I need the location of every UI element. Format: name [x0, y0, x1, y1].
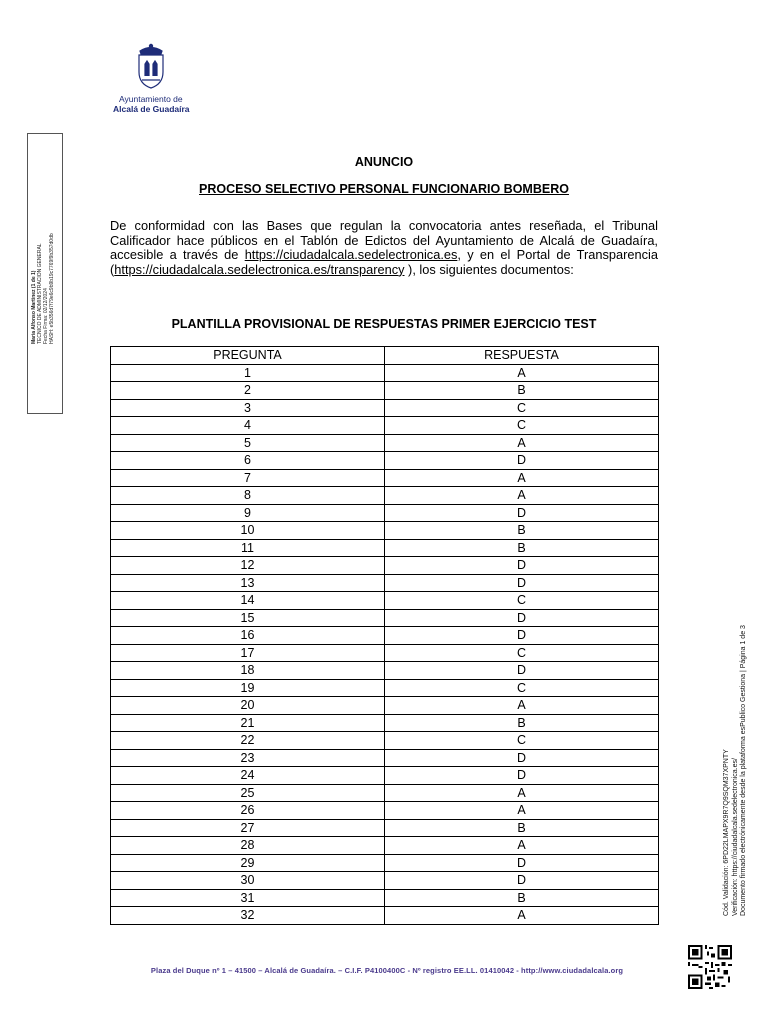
table-row — [111, 907, 659, 925]
table-row — [111, 609, 659, 627]
transparency-link[interactable]: https://ciudadalcala.sedelectronica.es/transparency — [114, 261, 405, 277]
table-row — [111, 592, 659, 610]
question-number-cell: 8 — [111, 487, 385, 505]
table-row — [111, 364, 659, 382]
answer-cell: A — [385, 802, 659, 820]
signed-notice: Documento firmado electrónicamente desde la plataforma esPublico Gestiona | Página 1 de 3 — [740, 625, 747, 916]
answer-cell: D — [385, 609, 659, 627]
paragraph-text-3: ), los siguientes documentos: — [404, 261, 574, 277]
answer-cell: A — [385, 837, 659, 855]
table-row — [111, 802, 659, 820]
answer-cell: D — [385, 452, 659, 470]
table-row — [111, 399, 659, 417]
question-number-cell: 17 — [111, 644, 385, 662]
signature-date: Fecha Firma: 02/12/2024 — [43, 288, 49, 344]
table-row — [111, 557, 659, 575]
answer-cell: D — [385, 872, 659, 890]
question-number-cell: 22 — [111, 732, 385, 750]
question-number-cell: 19 — [111, 679, 385, 697]
question-number-cell: 3 — [111, 399, 385, 417]
table-row — [111, 854, 659, 872]
answer-cell: B — [385, 714, 659, 732]
question-number-cell: 10 — [111, 522, 385, 540]
question-number-cell: 29 — [111, 854, 385, 872]
table-row — [111, 837, 659, 855]
answer-cell: C — [385, 732, 659, 750]
table-row — [111, 767, 659, 785]
question-number-cell: 1 — [111, 364, 385, 382]
answers-table-body — [111, 364, 659, 924]
answer-cell: A — [385, 364, 659, 382]
sede-link[interactable]: https://ciudadalcala.sedelectronica.es — [244, 247, 458, 263]
footer-address: Plaza del Duque nº 1 – 41500 – Alcalá de Guadaíra. – C.I.F. P4100400C - Nº registro EE.LL. 01410042 - http://www.ciudadalcala.org — [150, 966, 624, 975]
answer-cell: B — [385, 819, 659, 837]
table-row — [111, 872, 659, 890]
question-number-cell: 12 — [111, 557, 385, 575]
question-number-cell: 4 — [111, 417, 385, 435]
document-title: ANUNCIO — [354, 155, 414, 169]
question-number-cell: 32 — [111, 907, 385, 925]
question-number-cell: 30 — [111, 872, 385, 890]
table-row — [111, 749, 659, 767]
answer-cell: A — [385, 434, 659, 452]
table-row — [111, 819, 659, 837]
table-row — [111, 487, 659, 505]
signature-text — [31, 233, 55, 344]
table-title: PLANTILLA PROVISIONAL DE RESPUESTAS PRIMER EJERCICIO TEST — [171, 317, 597, 331]
question-number-cell: 31 — [111, 889, 385, 907]
table-header-row — [111, 347, 659, 365]
answer-cell: B — [385, 539, 659, 557]
answer-cell: B — [385, 522, 659, 540]
question-number-cell: 21 — [111, 714, 385, 732]
intro-paragraph — [110, 219, 658, 277]
table-row — [111, 452, 659, 470]
answer-cell: A — [385, 907, 659, 925]
question-number-cell: 28 — [111, 837, 385, 855]
question-number-cell: 9 — [111, 504, 385, 522]
validation-code: Cód. Validación: 6PD22LMAPX9R7Q9SQM37XPNTY — [723, 749, 730, 916]
answer-cell: A — [385, 697, 659, 715]
question-number-cell: 14 — [111, 592, 385, 610]
table-row — [111, 662, 659, 680]
table-row — [111, 732, 659, 750]
answer-cell: A — [385, 784, 659, 802]
logo-text-alcala: Alcalá de Guadaíra — [113, 104, 190, 114]
question-number-cell: 18 — [111, 662, 385, 680]
answer-cell: C — [385, 592, 659, 610]
qr-code-icon — [688, 945, 732, 989]
table-row — [111, 679, 659, 697]
coat-of-arms-icon — [134, 42, 168, 90]
verification-url: Verificación: https://ciudadalcala.sedelectronica.es/ — [731, 758, 739, 916]
question-number-cell: 2 — [111, 382, 385, 400]
paragraph-text-1: De conformidad con las Bases que regulan la convocatoria antes reseñada, el Tribunal Calificador hace públicos en el Tablón de Edictos del Ayuntamiento de Alcalá de Guadaíra, accesible a través de — [110, 218, 658, 263]
table-row — [111, 382, 659, 400]
table-row — [111, 434, 659, 452]
answer-cell: D — [385, 557, 659, 575]
question-number-cell: 7 — [111, 469, 385, 487]
question-number-cell: 15 — [111, 609, 385, 627]
question-number-cell: 23 — [111, 749, 385, 767]
answer-cell: D — [385, 574, 659, 592]
answer-cell: C — [385, 644, 659, 662]
table-row — [111, 469, 659, 487]
signature-hash: HASH: e5b356d7f79e6c9b9b19c7769f9b357d0db — [49, 233, 55, 344]
question-number-cell: 25 — [111, 784, 385, 802]
answers-table — [110, 346, 659, 925]
answer-cell: C — [385, 417, 659, 435]
answer-cell: D — [385, 854, 659, 872]
signer-role: TECNICO DE ADMINISTRACION GENERAL — [37, 243, 43, 344]
table-row — [111, 644, 659, 662]
answer-cell: D — [385, 767, 659, 785]
answer-cell: D — [385, 504, 659, 522]
header-pregunta: PREGUNTA — [111, 347, 385, 365]
answer-cell: D — [385, 749, 659, 767]
table-row — [111, 504, 659, 522]
table-row — [111, 714, 659, 732]
question-number-cell: 6 — [111, 452, 385, 470]
answer-cell: A — [385, 469, 659, 487]
answer-cell: A — [385, 487, 659, 505]
table-row — [111, 417, 659, 435]
municipal-logo — [110, 42, 192, 114]
table-row — [111, 784, 659, 802]
question-number-cell: 5 — [111, 434, 385, 452]
table-row — [111, 697, 659, 715]
answer-cell: C — [385, 399, 659, 417]
answer-cell: B — [385, 889, 659, 907]
answer-cell: C — [385, 679, 659, 697]
verification-text — [723, 625, 749, 916]
paragraph-text-2: , y en el Portal de Transparencia ( — [110, 247, 658, 277]
question-number-cell: 16 — [111, 627, 385, 645]
logo-text-ayuntamiento: Ayuntamiento de — [119, 94, 183, 104]
answer-cell: D — [385, 662, 659, 680]
table-row — [111, 627, 659, 645]
table-row — [111, 539, 659, 557]
signer-name: Maria Alfonso Martinez (1 de 1) — [31, 270, 37, 344]
answer-cell: B — [385, 382, 659, 400]
question-number-cell: 24 — [111, 767, 385, 785]
header-respuesta: RESPUESTA — [385, 347, 659, 365]
question-number-cell: 27 — [111, 819, 385, 837]
table-row — [111, 522, 659, 540]
table-row — [111, 574, 659, 592]
question-number-cell: 13 — [111, 574, 385, 592]
table-row — [111, 889, 659, 907]
question-number-cell: 11 — [111, 539, 385, 557]
document-subtitle: PROCESO SELECTIVO PERSONAL FUNCIONARIO BOMBERO — [199, 182, 569, 196]
question-number-cell: 26 — [111, 802, 385, 820]
question-number-cell: 20 — [111, 697, 385, 715]
answer-cell: D — [385, 627, 659, 645]
